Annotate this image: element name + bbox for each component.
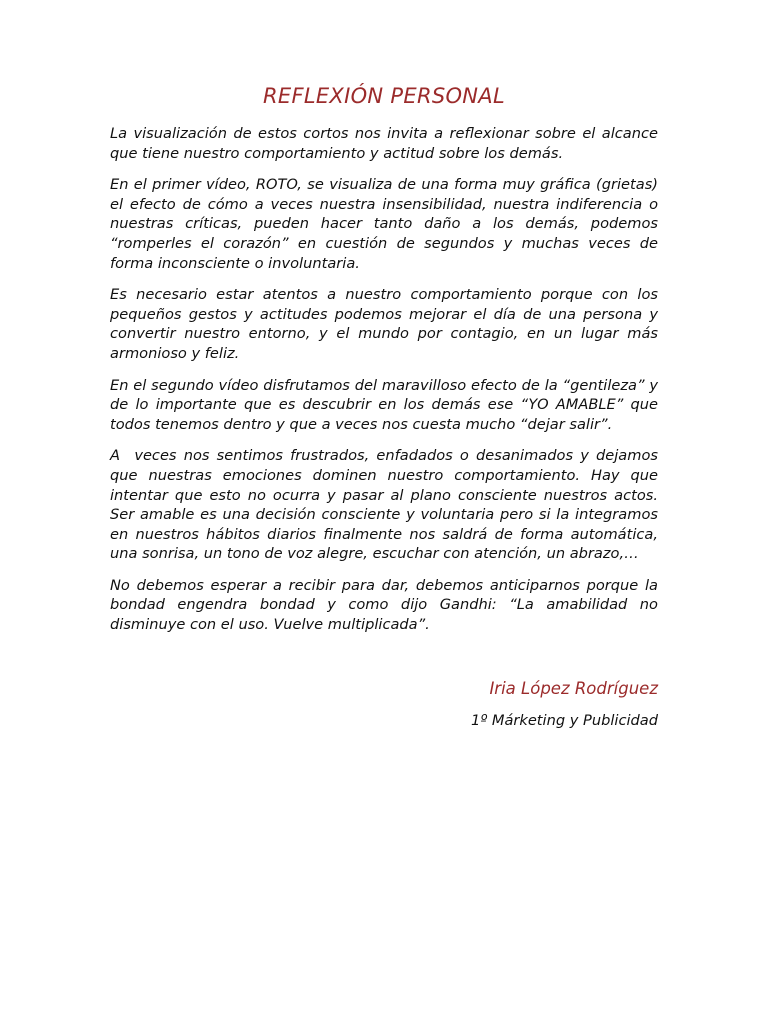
paragraph: Es necesario estar atentos a nuestro comportamiento porque con los pequeños gestos y actitudes podemos mejorar el día de una persona y convertir nuestro entorno, y el mundo por contagio, en un lugar más armonioso y feliz. bbox=[110, 286, 663, 362]
paragraph: En el segundo vídeo disfrutamos del maravilloso efecto de la “gentileza” y de lo importante que es descubrir en los demás ese “YO AMABLE” que todos tenemos dentro y que a veces nos cuesta mucho “dejar salir”. bbox=[110, 376, 663, 433]
paragraph: No debemos esperar a recibir para dar, debemos anticiparnos porque la bondad engendra bondad y como dijo Gandhi: “La amabilidad no disminuye con el uso. Vuelve multiplicada”. bbox=[110, 576, 663, 634]
signature-block bbox=[110, 679, 658, 729]
paragraph: En el primer vídeo, ROTO, se visualiza de una forma muy gráfica (grietas) el efecto de cómo a veces nuestra insensibilidad, nuestra indiferencia o nuestras críticas, pueden hacer tanto daño a los demás, podemos “romperles el corazón” en cuestión de segundos y muchas veces de forma inconsciente o involuntaria. bbox=[110, 176, 668, 272]
paragraph: A veces nos sentimos frustrados, enfadados o desanimados y dejamos que nuestras emociones dominen nuestro comportamiento. Hay que intentar que esto no ocurra y pasar al plano consciente nuestros actos. Ser amable es una decisión consciente y voluntaria pero si la integramos en nuestros hábitos diarios finalmente nos saldrá de forma automática, una sonrisa, un tono de voz alegre, escuchar con atención, un abrazo,… bbox=[110, 447, 663, 563]
author-affiliation: 1º Márketing y Publicidad bbox=[471, 711, 658, 729]
document-body bbox=[110, 124, 668, 635]
author-name: Iria López Rodríguez bbox=[489, 678, 658, 698]
document-title: REFLEXIÓN PERSONAL bbox=[263, 84, 505, 108]
paragraph: La visualización de estos cortos nos invita a reflexionar sobre el alcance que tiene nuestro comportamiento y actitud sobre los demás. bbox=[110, 125, 663, 162]
